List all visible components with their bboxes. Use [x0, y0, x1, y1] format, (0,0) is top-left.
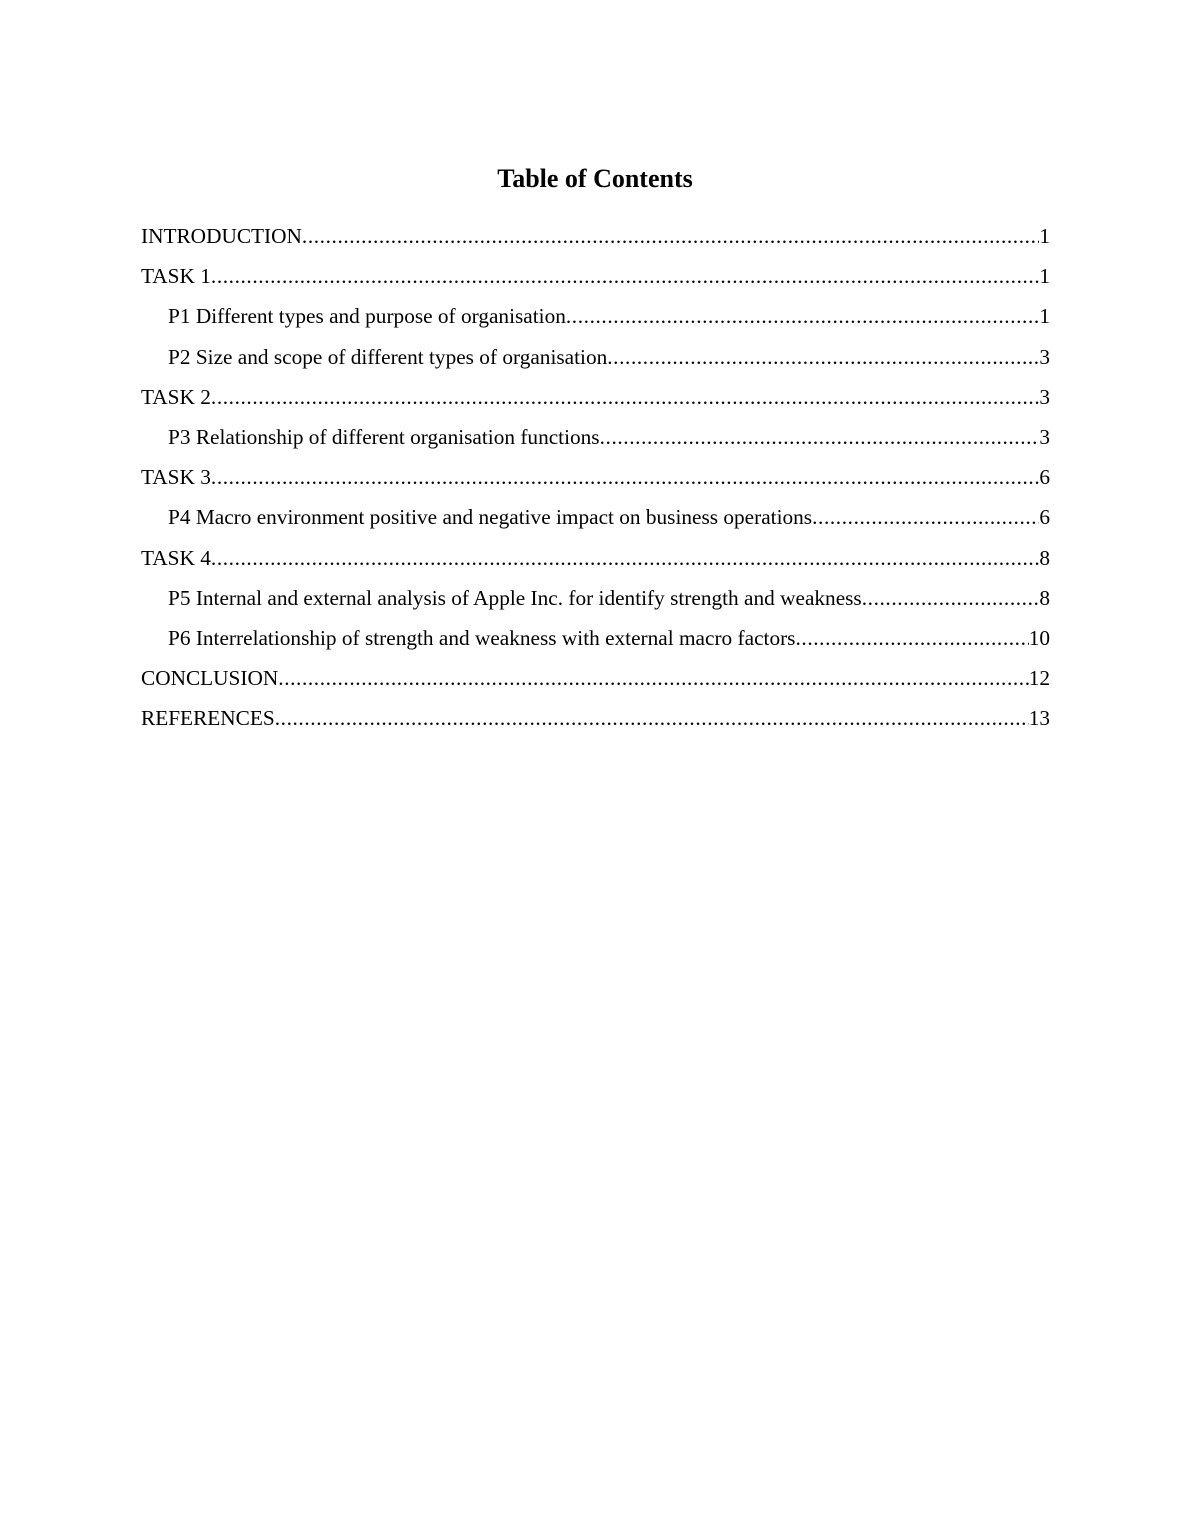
toc-list	[141, 220, 1050, 742]
toc-dot-leader	[302, 220, 1039, 252]
toc-dot-leader	[607, 341, 1039, 373]
toc-subentry[interactable]	[141, 421, 1050, 461]
toc-entry-text: P6 Interrelationship of strength and weakness with external macro factors	[168, 625, 796, 650]
toc-page-number: 10	[1028, 625, 1050, 650]
toc-entry-text: P2 Size and scope of different types of organisation	[168, 344, 608, 369]
toc-page-number: 13	[1028, 706, 1050, 731]
toc-entry[interactable]	[141, 542, 1050, 582]
toc-dot-leader	[278, 662, 1028, 694]
toc-entry[interactable]	[141, 461, 1050, 501]
toc-entry-text: TASK 4	[141, 545, 211, 570]
toc-entry[interactable]	[141, 381, 1050, 421]
toc-dot-leader	[862, 582, 1040, 614]
toc-page-number: 1	[1039, 224, 1050, 248]
toc-entry-text: TASK 2	[141, 384, 211, 409]
toc-page-number: 3	[1039, 384, 1050, 409]
toc-entry-text: P1 Different types and purpose of organisation	[168, 304, 566, 329]
toc-entry[interactable]	[141, 220, 1050, 260]
toc-dot-leader	[211, 381, 1039, 413]
toc-entry-text: INTRODUCTION	[141, 224, 302, 248]
toc-page-number: 3	[1039, 424, 1050, 449]
toc-subentry[interactable]	[141, 501, 1050, 541]
toc-page-number: 6	[1039, 465, 1050, 490]
toc-entry-text: P3 Relationship of different organisation functions	[168, 424, 600, 449]
toc-dot-leader	[275, 702, 1029, 734]
toc-dot-leader	[566, 300, 1039, 332]
toc-entry-text: CONCLUSION	[141, 666, 279, 691]
toc-dot-leader	[211, 542, 1039, 574]
toc-page-number: 8	[1039, 585, 1050, 610]
toc-entry[interactable]	[141, 702, 1050, 742]
toc-page-number: 1	[1039, 304, 1050, 329]
toc-dot-leader	[211, 461, 1039, 493]
toc-dot-leader	[812, 501, 1039, 533]
toc-dot-leader	[211, 260, 1039, 292]
toc-subentry[interactable]	[141, 341, 1050, 381]
toc-page-number: 3	[1039, 344, 1050, 369]
toc-title: Table of Contents	[497, 164, 693, 193]
toc-entry-text: P5 Internal and external analysis of Apple Inc. for identify strength and weakness	[168, 585, 862, 610]
toc-entry[interactable]	[141, 260, 1050, 300]
toc-subentry[interactable]	[141, 300, 1050, 340]
toc-entry[interactable]	[141, 662, 1050, 702]
toc-dot-leader	[600, 421, 1040, 453]
toc-entry-text: TASK 1	[141, 264, 211, 289]
toc-subentry[interactable]	[141, 582, 1050, 622]
toc-entry-text: REFERENCES	[141, 706, 275, 731]
toc-page-number: 6	[1039, 505, 1050, 530]
toc-page-number: 12	[1028, 666, 1050, 691]
toc-subentry[interactable]	[141, 622, 1050, 662]
toc-entry-text: TASK 3	[141, 465, 211, 490]
toc-page-number: 8	[1039, 545, 1050, 570]
toc-entry-text: P4 Macro environment positive and negative impact on business operations	[168, 505, 813, 530]
toc-dot-leader	[795, 622, 1028, 654]
toc-page-number: 1	[1039, 264, 1050, 289]
